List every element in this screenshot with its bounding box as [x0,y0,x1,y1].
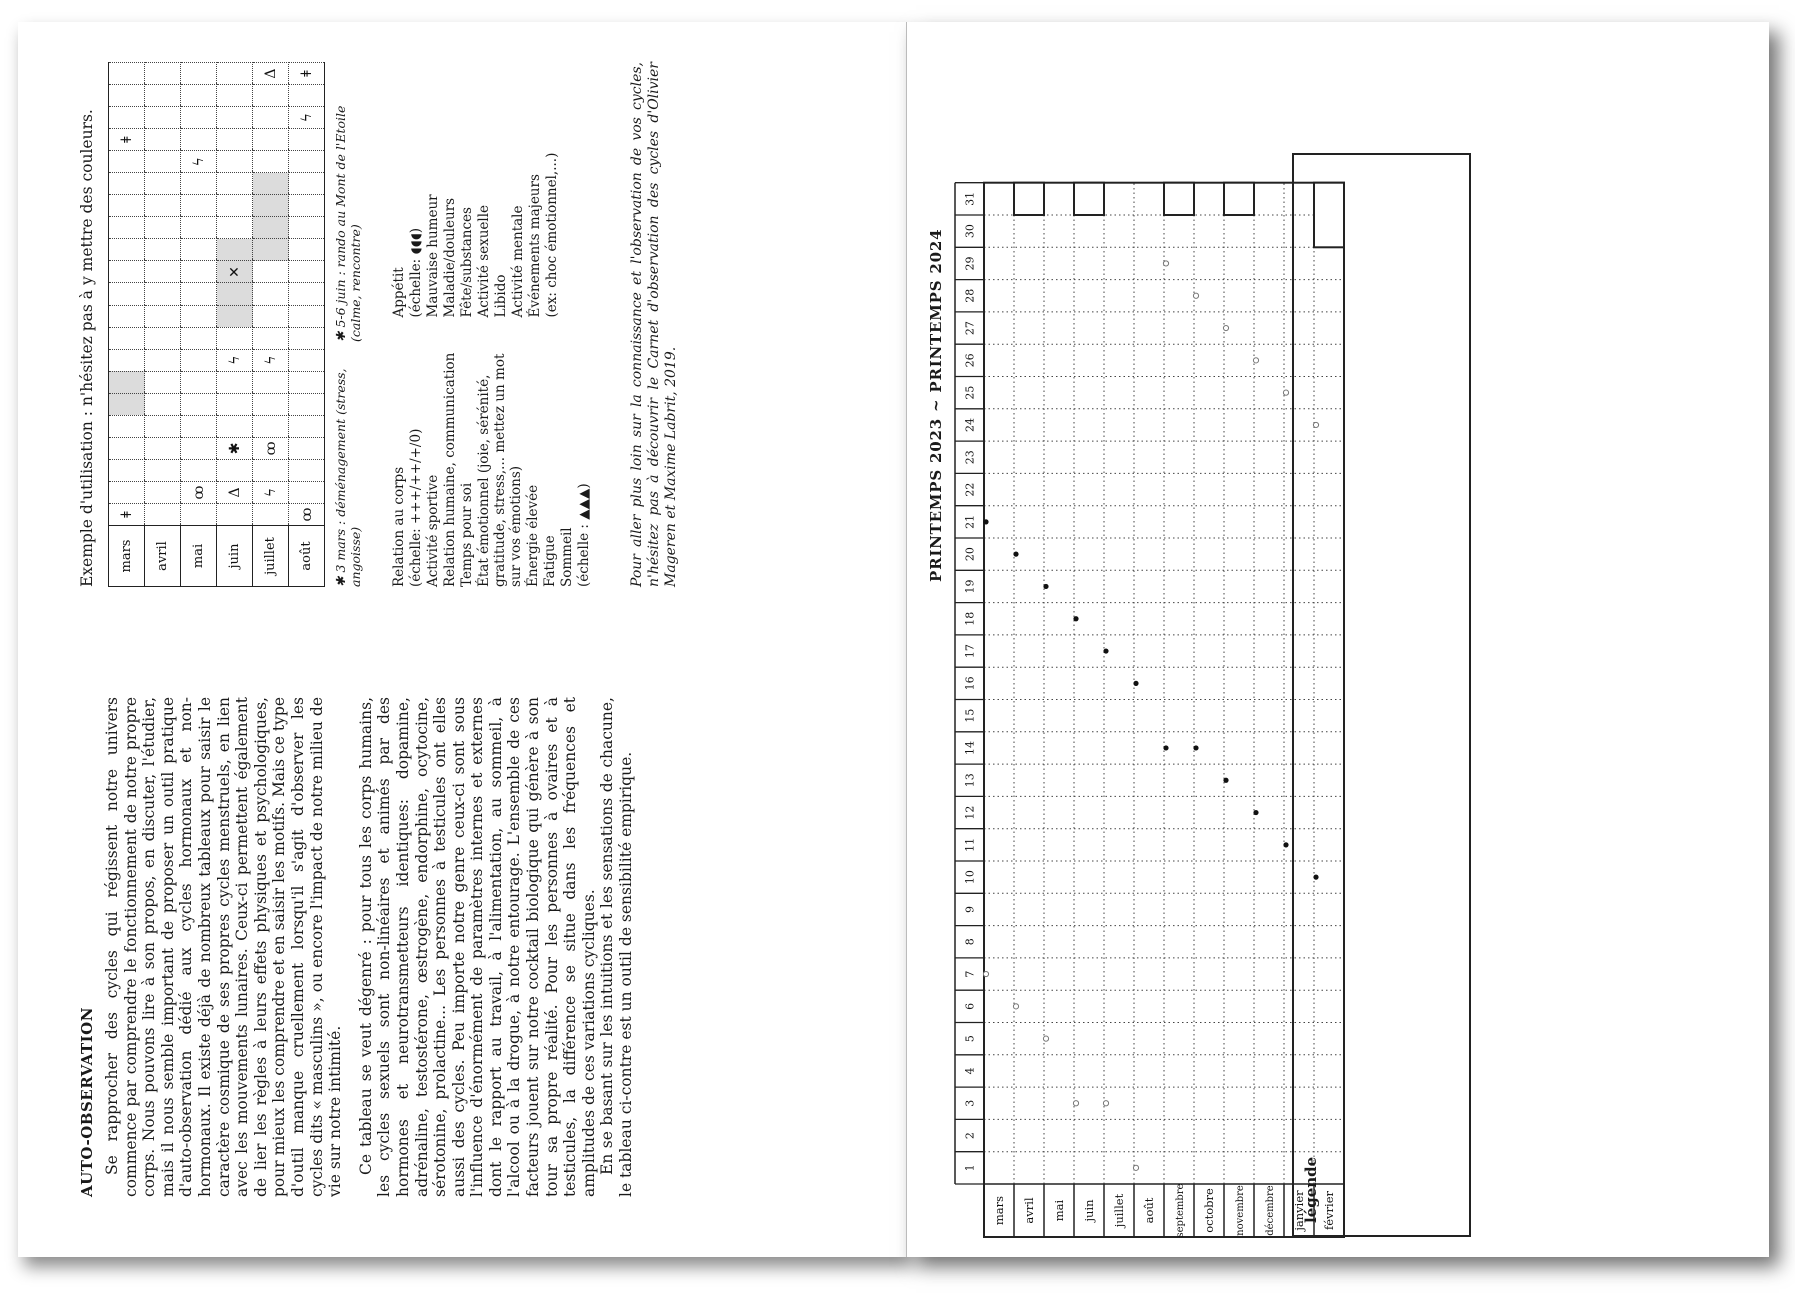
example-cell: ✱ [217,437,253,459]
day-number: 8 [963,938,977,946]
legend-entry: Relation au corps [391,466,407,587]
example-cell [109,327,145,349]
example-cell [145,283,181,305]
day-number: 10 [963,870,977,885]
example-cell: Δ [217,481,253,503]
blocked-day-cell [1014,183,1044,215]
new-moon-dot [1253,358,1258,363]
day-number: 3 [963,1099,977,1107]
example-cell [217,151,253,173]
example-cell [181,437,217,459]
example-cell [181,261,217,283]
example-cell [181,63,217,85]
example-cell [109,63,145,85]
day-number: 22 [963,482,977,497]
example-cell [145,393,181,415]
example-cell [217,63,253,85]
day-number: 2 [963,1132,977,1140]
legend-entry: Maladie/douleurs [442,197,458,318]
legend-entry: Activité sportive [425,474,441,587]
go-further-text: Pour aller plus loin sur la connaissance et l'observation de vos cycles, n'hésitez pas à découvrir le Carnet d'observation des cycles d'Olivier Mageren et Maxime Labrit, 2019. [629,62,679,587]
example-cell [253,283,289,305]
example-cell [181,305,217,327]
legend-entry: Énergie élevée [525,484,541,587]
example-cell [253,151,289,173]
example-cell [289,85,325,107]
example-cell [109,415,145,437]
month-label: décembre [1265,1185,1276,1236]
legend-entry: Temps pour soi [459,482,475,587]
example-cell [289,151,325,173]
example-cell [181,393,217,415]
new-moon-dot [1103,1101,1108,1106]
example-section [78,62,680,587]
new-moon-dot [1223,325,1228,330]
example-cell [109,173,145,195]
example-cell [109,481,145,503]
example-cell [109,85,145,107]
example-cell [145,173,181,195]
full-moon-dot [1163,745,1168,750]
example-row [181,63,217,587]
intro-text [103,697,648,1197]
note-1: ✱ 3 mars : déménagement (stress, angoisse) [333,368,363,587]
legend-entry: (échelle: ◖◖◖) [408,227,424,318]
example-cell: ϟ [181,151,217,173]
example-cell: ǂ [109,129,145,151]
grid-border [984,183,1344,1237]
note-2: ✱ 5-6 juin : rando au Mont de l'Etoile (calme, rencontre) [333,105,363,342]
example-cell: ꝏ [253,437,289,459]
example-cell: ꝏ [181,481,217,503]
legend-entry: Libido [493,274,509,318]
example-cell [109,151,145,173]
example-cell [253,503,289,525]
example-cell [217,85,253,107]
example-cell [217,503,253,525]
section-heading: AUTO-OBSERVATION [78,1007,96,1197]
full-moon-dot [1283,842,1288,847]
example-cell [181,195,217,217]
full-moon-dot [983,519,988,524]
new-moon-dot [1193,293,1198,298]
example-cell [253,195,289,217]
example-cell [181,415,217,437]
example-cell [109,195,145,217]
new-moon-dot [1133,1165,1138,1170]
example-cell [253,173,289,195]
example-month-label: avril [145,526,181,587]
day-number: 24 [963,417,977,432]
day-number: 26 [963,353,977,368]
legend-entry: Mauvaise humeur [425,194,441,318]
month-label: octobre [1202,1188,1216,1233]
example-cell [217,393,253,415]
legend-entry: Activité sexuelle [476,204,492,318]
example-cell [253,459,289,481]
example-cell [109,459,145,481]
example-cell [145,481,181,503]
example-cell [145,437,181,459]
example-cell [109,239,145,261]
example-cell [109,283,145,305]
new-moon-dot [983,971,988,976]
month-label: mars [992,1195,1006,1226]
example-cell [289,217,325,239]
day-number: 4 [963,1067,977,1075]
example-cell [181,349,217,371]
legend-entry: Sommeil [559,527,575,587]
example-cell [289,371,325,393]
example-cell [217,173,253,195]
example-cell [109,393,145,415]
right-page [906,22,1769,1257]
example-cell [253,85,289,107]
example-cell: ϟ [253,481,289,503]
example-cell [289,283,325,305]
example-cell [109,261,145,283]
day-number: 9 [963,905,977,913]
example-cell [217,217,253,239]
example-cell [145,305,181,327]
example-cell [145,239,181,261]
example-cell [145,129,181,151]
example-title: Exemple d'utilisation : n'hésitez pas à y mettre des couleurs. [78,109,96,587]
example-cell [217,415,253,437]
example-cell [217,195,253,217]
day-number: 15 [963,708,977,723]
example-cell [217,283,253,305]
example-month-label: juin [217,526,253,587]
day-number: 20 [963,547,977,562]
example-cell [181,217,217,239]
example-cell [253,415,289,437]
example-cell [181,371,217,393]
example-row [253,63,289,587]
example-cell [145,261,181,283]
month-label: septembre [1175,1183,1186,1238]
example-cell [289,261,325,283]
example-cell [289,173,325,195]
legend-entry: Événements majeurs [527,174,543,318]
example-cell: ✕ [217,261,253,283]
new-moon-dot [1163,261,1168,266]
example-cell [145,371,181,393]
new-moon-dot [1043,1036,1048,1041]
day-number: 14 [963,740,977,755]
day-number: 31 [963,191,977,206]
example-cell [145,415,181,437]
new-moon-dot [1013,1004,1018,1009]
full-moon-dot [1193,745,1198,750]
example-cell [181,283,217,305]
legend-entry: (échelle: +++/++/+/0) [408,428,424,587]
calendar-title: PRINTEMPS 2023 ~ PRINTEMPS 2024 [927,228,945,582]
day-number: 29 [963,256,977,271]
example-cell [145,63,181,85]
example-cell [289,437,325,459]
example-cell [217,305,253,327]
example-table [108,62,325,587]
day-number: 6 [963,1002,977,1010]
legend-entry: Appétit [391,267,407,318]
example-cell: ǂ [289,63,325,85]
example-cell [217,459,253,481]
example-cell [109,217,145,239]
full-moon-dot [1133,681,1138,686]
example-cell [145,85,181,107]
example-cell [253,327,289,349]
full-moon-dot [1073,616,1078,621]
paragraph-2: Ce tableau se veut dégenré : pour tous les corps humains, les cycles sexuels sont non-linéaires et animés par des hormones et neurotransmetteurs identiques: dopamine, adrénaline, testostérone, œstrogène, endorphine, ocytocine, sérotonine, prolactine... Les personnes à testicules ont elles aussi des cycles. Peu importe notre genre ceux-ci sont sous l'influence d'énormément de paramètres internes et externes dont le rapport au travail, à l'alimentation, au sommeil, à l'alcool ou à la drogue, à notre entourage. L'ensemble de ces facteurs jouent sur notre cocktail biologique qui génère à son tour sa propre réalité. Pour les personnes à ovaires et à testicules, la différence se situe dans les fréquences et amplitudes de ces variations cycliques. [356,697,598,1197]
example-cell [109,349,145,371]
example-cell [181,129,217,151]
blocked-day-cell [1164,183,1194,215]
example-cell [253,393,289,415]
example-cell [289,349,325,371]
example-cell [145,459,181,481]
example-cell [253,107,289,129]
example-cell [217,129,253,151]
legend-column-left [391,332,593,588]
legend-entry: (échelle : ▲▲▲) [576,483,592,587]
example-cell [109,437,145,459]
day-number: 7 [963,970,977,978]
day-number: 16 [963,676,977,691]
example-cell [289,415,325,437]
example-cell [217,107,253,129]
example-cell [217,371,253,393]
new-moon-dot [1283,390,1288,395]
example-cell [145,503,181,525]
day-number: 12 [963,805,977,820]
example-cell [145,151,181,173]
example-cell [181,503,217,525]
day-number: 23 [963,450,977,465]
legend-entry: Relation humaine, communication [442,352,458,587]
example-month-label: mai [181,526,217,587]
month-label: février [1322,1190,1336,1231]
full-moon-dot [1043,584,1048,589]
blocked-day-cell [1074,183,1104,215]
example-cell: ϟ [217,349,253,371]
example-cell [253,371,289,393]
left-page [18,22,906,1257]
month-label: juillet [1112,1193,1126,1228]
day-number: 30 [963,224,977,239]
example-cell [289,305,325,327]
blocked-day-cell [1224,183,1254,215]
day-number: 18 [963,611,977,626]
cycle-calendar-grid [907,22,1336,1257]
example-cell [253,261,289,283]
example-cell [289,327,325,349]
example-cell [181,107,217,129]
legend-entry: État émotionnel (joie, sérénité, gratitude, stress,... mettez un mot sur vos émotions) [476,353,524,587]
month-label: mai [1052,1199,1066,1222]
example-row [217,63,253,587]
example-row [109,63,145,587]
example-cell [253,217,289,239]
legend-label: légende [1302,1156,1320,1223]
legend-entry: Fatigue [542,535,558,587]
example-cell [181,459,217,481]
paragraph-1: Se rapprocher des cycles qui régissent notre univers commence par comprendre le fonctionnement de notre propre corps. Nous pouvons lire à son propos, en discuter, l'étudier, mais il nous semble important de proposer un outil pratique d'auto-observation dédié aux cycles hormonaux et non-hormonaux. Il existe déjà de nombreux tableaux pour saisir le caractère cosmique de ses propres cycles menstruels, en lien avec les mouvements lunaires. Ceux-ci permettent également de lier les règles à leurs effets physiques et psychologiques, pour mieux les comprendre et en saisir les motifs. Mais ce type d'outil manque cruellement lorsqu'il s'agit d'observer les cycles dits « masculins », ou encore l'impact de notre milieu de vie sur notre intimité. [103,697,345,1197]
legend-entry: Fête/substances [459,207,475,318]
new-moon-dot [1073,1101,1078,1106]
full-moon-dot [1103,648,1108,653]
example-cell: ꝏ [289,503,325,525]
example-cell [181,173,217,195]
example-row [289,63,325,587]
day-number: 11 [963,837,977,852]
example-notes [333,62,363,587]
example-cell: ϟ [253,349,289,371]
example-cell [145,195,181,217]
example-cell [181,239,217,261]
example-cell [289,459,325,481]
legend-entry: (ex: choc émotionnel,...) [544,152,560,318]
day-number: 5 [963,1035,977,1043]
example-cell [289,481,325,503]
example-month-label: mars [109,526,145,587]
example-cell [109,107,145,129]
example-cell [145,107,181,129]
example-cell: ϟ [289,107,325,129]
month-label: avril [1022,1197,1036,1224]
month-label: novembre [1235,1185,1246,1236]
example-cell [145,327,181,349]
legend-column-right [391,62,593,318]
full-moon-dot [1013,552,1018,557]
example-row [145,63,181,587]
example-cell [145,349,181,371]
example-cell [217,239,253,261]
example-cell [181,85,217,107]
paragraph-3: En se basant sur les intuitions et les sensations de chacune, le tableau ci-contre est un outil de sensibilité empirique. [598,697,636,1197]
example-cell [289,129,325,151]
example-cell [253,305,289,327]
example-cell [181,327,217,349]
example-cell [253,239,289,261]
example-cell [217,327,253,349]
day-number: 21 [963,514,977,529]
full-moon-dot [1253,810,1258,815]
day-number: 28 [963,288,977,303]
example-cell [109,305,145,327]
month-label: juin [1082,1199,1096,1222]
example-cell [289,195,325,217]
legend-box[interactable] [1292,153,1471,1237]
day-number: 17 [963,644,977,659]
day-number: 25 [963,385,977,400]
example-cell [109,371,145,393]
example-cell [289,239,325,261]
example-cell: Δ [253,63,289,85]
legend-entry: Activité mentale [510,205,526,318]
day-number: 27 [963,321,977,336]
example-month-label: août [289,526,325,587]
example-cell [253,129,289,151]
full-moon-dot [1223,778,1228,783]
symbol-legend [391,62,593,587]
example-cell: ǂ [109,503,145,525]
example-cell [289,393,325,415]
example-cell [145,217,181,239]
month-label: août [1142,1197,1156,1224]
example-month-label: juillet [253,526,289,587]
day-number: 19 [963,579,977,594]
month-label: janvier [1292,1190,1306,1231]
day-number: 1 [963,1164,977,1172]
day-number: 13 [963,773,977,788]
